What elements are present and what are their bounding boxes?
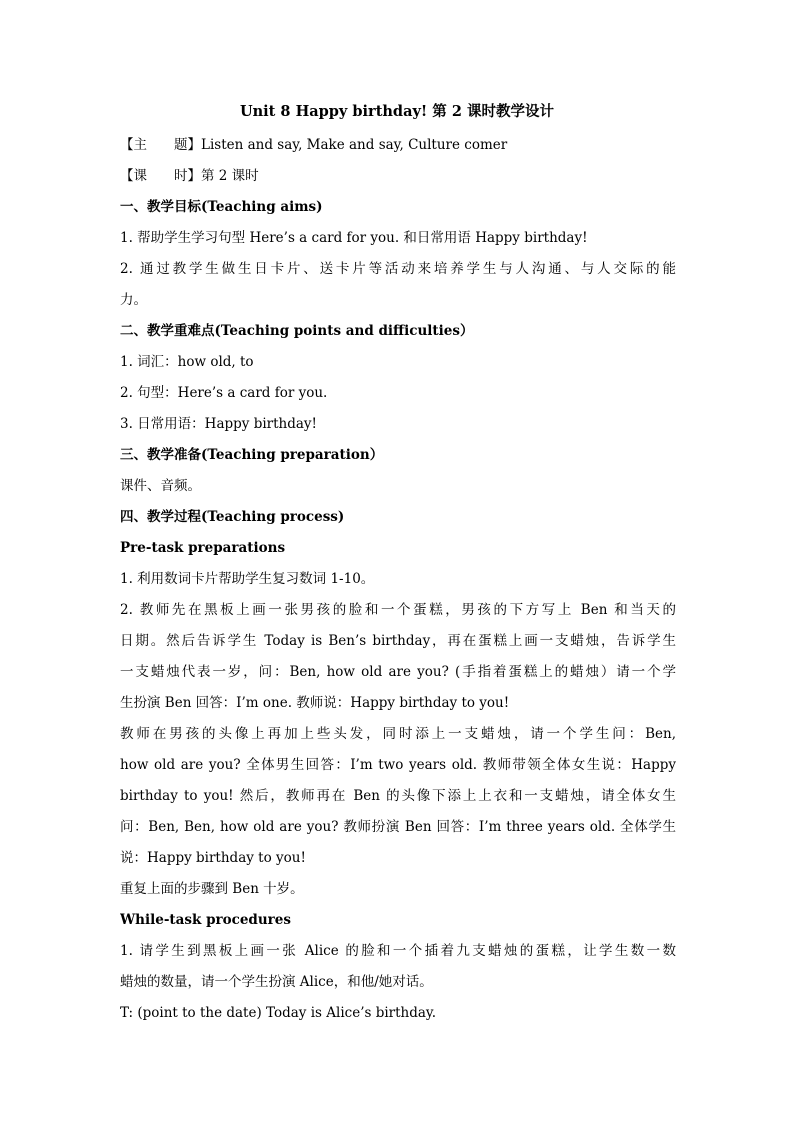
document-body — [120, 130, 676, 1029]
pre-task-step-3-line-3: birthday to you! 然后，教师再在 Ben 的头像下添上上衣和一支蜡烛，请全体女生 — [120, 788, 676, 804]
while-task-step-1-line-1: 1. 请学生到黑板上画一张 Alice 的脸和一个插着九支蜡烛的蛋糕，让学生数一数 — [120, 943, 676, 959]
pre-task-step-3-line-1: 教师在男孩的头像上再加上些头发，同时添上一支蜡烛，请一个学生问：Ben, — [120, 726, 676, 742]
pre-task-step-1: 1. 利用数词卡片帮助学生复习数词 1-10。 — [120, 571, 375, 587]
pre-task-heading: Pre-task preparations — [120, 540, 286, 556]
aims-item-1: 1. 帮助学生学习句型 Here’s a card for you. 和日常用语 Happy birthday! — [120, 230, 588, 246]
pre-task-step-4: 重复上面的步骤到 Ben 十岁。 — [120, 881, 304, 897]
topic-value: Listen and say, Make and say, Culture comer — [201, 137, 508, 153]
while-task-step-1-line-2: 蜡烛的数量，请一个学生扮演 Alice，和他/她对话。 — [120, 974, 433, 990]
pre-task-step-3-line-5: 说：Happy birthday to you! — [120, 850, 306, 866]
aims-item-2-line-2: 力。 — [120, 292, 147, 308]
aims-heading: 一、教学目标(Teaching aims) — [120, 199, 323, 215]
period-value: 第 2 课时 — [201, 168, 259, 184]
while-task-heading: While-task procedures — [120, 912, 291, 928]
pre-task-step-3-line-2: how old are you? 全体男生回答：I’m two years old. 教师带领全体女生说：Happy — [120, 757, 676, 773]
document-title: Unit 8 Happy birthday! 第 2 课时教学设计 — [239, 103, 554, 120]
pre-task-step-2-line-4: 生扮演 Ben 回答：I’m one. 教师说：Happy birthday to you! — [120, 695, 510, 711]
points-item-3: 3. 日常用语：Happy birthday! — [120, 416, 317, 432]
pre-task-step-2-line-1: 2. 教师先在黑板上画一张男孩的脸和一个蛋糕，男孩的下方写上 Ben 和当天的 — [120, 602, 676, 618]
preparation-heading: 三、教学准备(Teaching preparation） — [120, 447, 384, 463]
aims-item-2-line-1: 2. 通过教学生做生日卡片、送卡片等活动来培养学生与人沟通、与人交际的能 — [120, 261, 676, 277]
topic-label: 【主 题】 — [120, 137, 201, 153]
points-item-1: 1. 词汇：how old, to — [120, 354, 254, 370]
pre-task-step-2-line-2: 日期。然后告诉学生 Today is Ben’s birthday，再在蛋糕上画一支蜡烛，告诉学生 — [120, 633, 676, 649]
points-heading: 二、教学重难点(Teaching points and difficulties） — [120, 323, 474, 339]
preparation-text: 课件、音频。 — [120, 478, 201, 494]
points-item-2: 2. 句型：Here’s a card for you. — [120, 385, 328, 401]
while-task-dialogue-1: T: (point to the date) Today is Alice’s birthday. — [120, 1005, 437, 1021]
pre-task-step-2-line-3: 一支蜡烛代表一岁，问：Ben, how old are you? (手指着蛋糕上的蜡烛）请一个学 — [120, 664, 676, 680]
pre-task-step-3-line-4: 问：Ben, Ben, how old are you? 教师扮演 Ben 回答：I’m three years old. 全体学生 — [120, 819, 676, 835]
period-line — [120, 161, 676, 192]
process-heading: 四、教学过程(Teaching process) — [120, 509, 345, 525]
topic-line — [120, 130, 676, 161]
period-label: 【课 时】 — [120, 168, 201, 184]
